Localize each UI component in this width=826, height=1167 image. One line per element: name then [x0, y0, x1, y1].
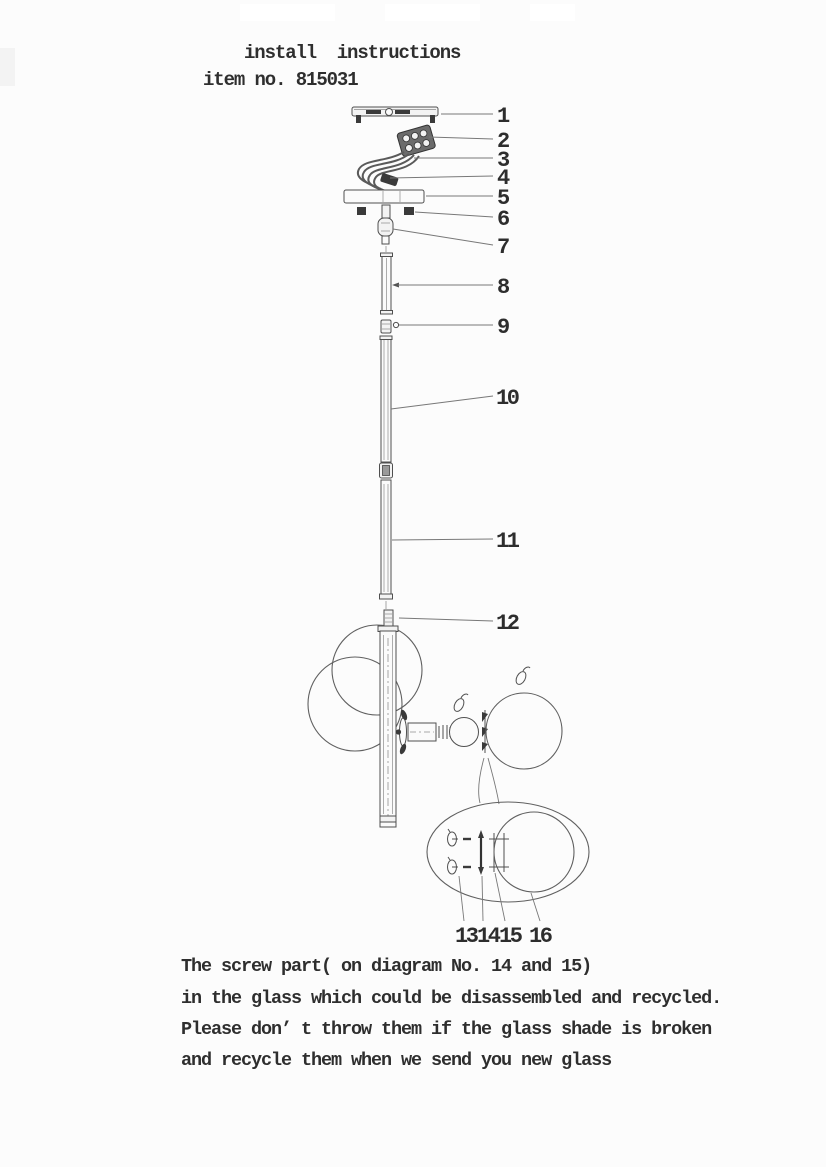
part-label-10: 10: [496, 386, 518, 411]
bubble-outline: [427, 802, 589, 902]
part-label-4: 4: [497, 166, 508, 191]
tube-end-band: [380, 816, 396, 822]
rod-coupler-lower: [380, 463, 393, 478]
detail-neck-fitting: [489, 833, 509, 872]
part-label-5: 5: [497, 186, 508, 211]
leader-line-2: [429, 137, 493, 139]
ring-arrow: [478, 867, 484, 875]
page-title: install instructions: [244, 42, 461, 64]
leader-line-11: [392, 539, 493, 540]
socket-assembly: [396, 709, 479, 755]
hang-connector: [378, 205, 393, 252]
bracket-screw: [356, 115, 361, 123]
leader-line-8: [392, 283, 493, 288]
detail-glass-sphere: [494, 812, 574, 892]
footer-note-line: The screw part( on diagram No. 14 and 15): [181, 956, 592, 977]
flange-wing: [399, 743, 408, 755]
leader-line-15: [495, 873, 505, 921]
cord-grip: [380, 173, 399, 187]
part-label-7: 7: [497, 235, 508, 260]
screw-tail: [448, 829, 450, 832]
leader-line-14: [482, 876, 483, 921]
rod-cap: [380, 594, 393, 599]
ring-arrow: [478, 830, 484, 838]
footer-note-line: and recycle them when we send you new glass: [181, 1050, 612, 1071]
bracket-screw: [430, 115, 435, 123]
screw-tail: [461, 694, 468, 698]
canopy-screw: [357, 207, 366, 215]
rod-body: [381, 337, 391, 462]
canopy: [344, 190, 424, 203]
leader-line-10: [391, 396, 493, 409]
detail-screw: [448, 857, 472, 874]
light-bulb: [450, 718, 479, 747]
leader-arrowhead: [392, 283, 399, 288]
part-label-14: 14: [477, 924, 499, 949]
mounting-bracket: [352, 107, 438, 123]
rod-lower: [380, 480, 393, 599]
connector-barrel: [378, 218, 393, 236]
connector-nipple: [382, 205, 390, 218]
part-label-12: 12: [496, 611, 518, 636]
bracket-slot: [395, 110, 410, 114]
rod-cap: [380, 336, 392, 340]
rod-middle: [380, 336, 392, 462]
coupler-body: [381, 320, 391, 333]
part-label-9: 9: [497, 315, 508, 340]
part-label-13: 13: [455, 924, 477, 949]
leader-line-4: [390, 176, 493, 178]
screw-head: [514, 670, 528, 686]
callout-line: [488, 758, 499, 804]
rod-cap: [381, 311, 393, 315]
glass-sphere-left-upper: [332, 625, 422, 715]
part-label-1: 1: [497, 104, 508, 129]
leader-line-9: [393, 322, 493, 327]
detail-bubble: [427, 802, 589, 902]
bracket-hole: [386, 109, 393, 116]
leader-line-12: [399, 618, 493, 621]
detail-clamp-ring: [478, 830, 484, 875]
detail-screw: [448, 829, 472, 846]
bracket-slot: [366, 110, 381, 114]
body-connector: [378, 601, 398, 632]
part-label-15: 15: [499, 924, 521, 949]
callout-line: [479, 758, 484, 803]
flange-nut: [396, 729, 401, 734]
part-label-3: 3: [497, 148, 508, 173]
glass-clamp: [482, 710, 488, 753]
leader-line-7: [393, 229, 493, 245]
item-number: item no. 815031: [203, 69, 358, 91]
footer-note-line: in the glass which could be disassembled and recycled.: [181, 988, 722, 1009]
coupler-core: [383, 466, 390, 476]
part-label-2: 2: [497, 129, 508, 154]
rod-cap: [381, 253, 393, 257]
screw-glyph: [452, 694, 468, 713]
leader-loop: [393, 322, 398, 327]
part-label-11: 11: [496, 529, 518, 554]
footer-note-line: Please don’ t throw them if the glass shade is broken: [181, 1019, 712, 1040]
leader-line-13: [459, 876, 464, 921]
canopy-screw: [404, 207, 414, 215]
leader-line-6: [415, 212, 493, 217]
part-label-6: 6: [497, 207, 508, 232]
rod-coupler: [381, 320, 391, 333]
body-tube: [380, 631, 396, 827]
leader-line-16: [531, 893, 540, 921]
screw-tail: [448, 857, 450, 860]
screw-head: [452, 697, 466, 713]
glass-sphere-right: [486, 693, 562, 769]
part-label-8: 8: [497, 275, 508, 300]
part-label-16: 16: [529, 924, 551, 949]
wire-bundle: [358, 152, 419, 191]
rod-upper: [381, 253, 393, 314]
screw-tail: [523, 667, 530, 671]
canopy-plate: [344, 190, 424, 203]
rod-body: [381, 480, 391, 596]
screw-glyph: [514, 667, 530, 686]
connector-tip: [382, 236, 389, 244]
